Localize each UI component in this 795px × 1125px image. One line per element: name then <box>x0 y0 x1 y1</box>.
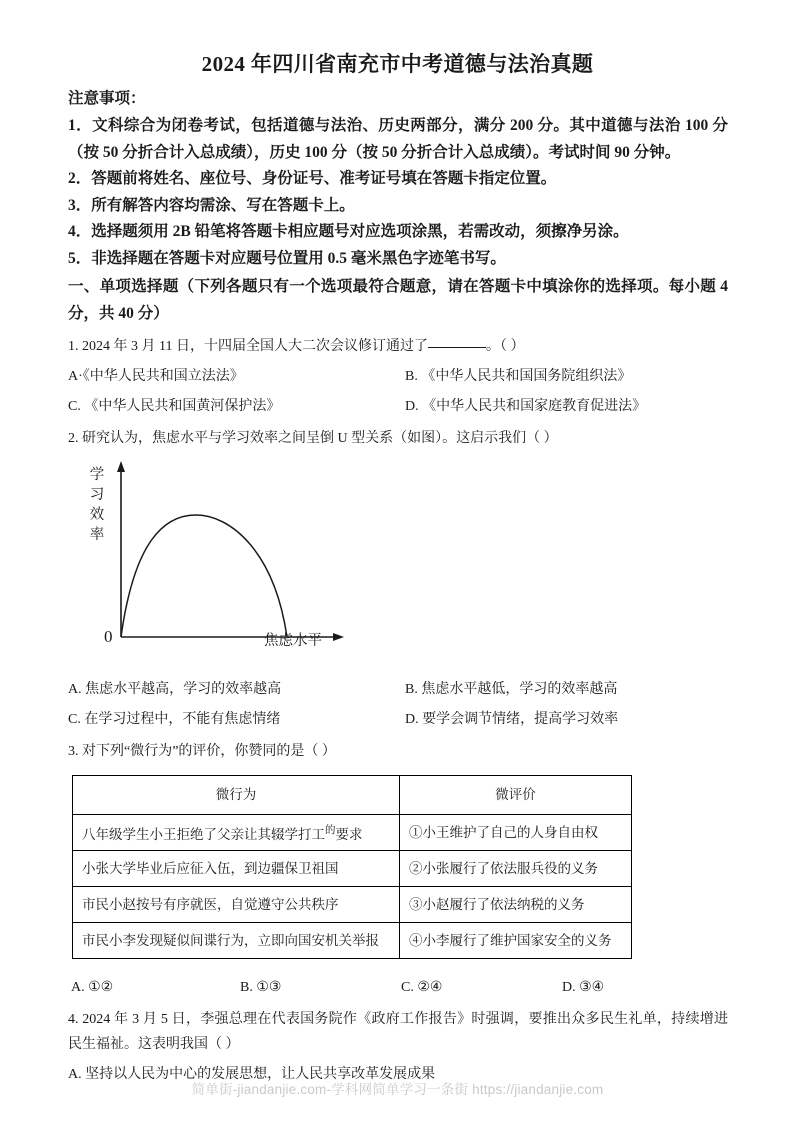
table-cell-comment-2: ②小张履行了依法服兵役的义务 <box>400 851 632 887</box>
document-body <box>68 86 728 1087</box>
question-1-option-b[interactable]: B. 《中华人民共和国国务院组织法》 <box>405 369 632 384</box>
micro-behavior-table <box>72 775 632 959</box>
y-label-char-2: 习 <box>89 487 105 503</box>
page-title: 2024 年四川省南充市中考道德与法治真题 <box>201 52 594 76</box>
y-label-char-3: 效 <box>89 507 105 523</box>
inverted-u-curve-path <box>121 515 287 637</box>
question-1-options-row-2 <box>68 394 728 419</box>
table-header-comment: 微评价 <box>400 776 632 815</box>
table-row <box>73 887 632 923</box>
chart-svg <box>68 457 418 672</box>
question-2-options-row-2 <box>68 707 728 732</box>
fill-in-blank <box>428 347 486 348</box>
x-axis-arrow <box>333 633 344 641</box>
question-4-option-a[interactable]: A. 坚持以人民为中心的发展思想，让人民共享改革发展成果 <box>68 1067 436 1082</box>
chart-origin-label: 0 <box>104 627 113 646</box>
notice-item-2: 2．答题前将姓名、座位号、身份证号、准考证号填在答题卡指定位置。 <box>68 170 557 187</box>
table-cell-comment-1: ①小王维护了自己的人身自由权 <box>400 815 632 851</box>
section-heading-single-choice: 一、单项选择题（下列各题只有一个选项最符合题意，请在答题卡中填涂你的选择项。每小题 4 分，共 40 分） <box>68 278 728 322</box>
table-row <box>73 923 632 959</box>
table-cell-behavior-1 <box>73 815 400 851</box>
inverted-u-curve-chart <box>68 457 728 672</box>
table-header-row <box>73 776 632 815</box>
question-1-stem <box>68 334 728 359</box>
question-1-option-c[interactable]: C. 《中华人民共和国黄河保护法》 <box>68 399 281 414</box>
question-3-options-row <box>68 975 728 1000</box>
question-2-option-b[interactable]: B. 焦虑水平越低，学习的效率越高 <box>405 682 618 697</box>
table-cell-comment-3: ③小赵履行了依法纳税的义务 <box>400 887 632 923</box>
question-1-option-a[interactable]: A·《中华人民共和国立法法》 <box>68 369 244 384</box>
question-1-stem-part1: 1. 2024 年 3 月 11 日，十四届全国人大二次会议修订通过了 <box>68 339 428 354</box>
y-label-char-4: 率 <box>89 527 105 543</box>
table-cell-comment-4: ④小李履行了维护国家安全的义务 <box>400 923 632 959</box>
question-1-options-row-1 <box>68 364 728 389</box>
question-2-option-c[interactable]: C. 在学习过程中，不能有焦虑情绪 <box>68 712 281 727</box>
notice-item-3: 3．所有解答内容均需涂、写在答题卡上。 <box>68 196 355 214</box>
behavior-1-text-end: 要求 <box>335 826 363 842</box>
table-cell-behavior-2: 小张大学毕业后应征入伍，到边疆保卫祖国 <box>73 851 400 887</box>
question-3-option-d[interactable]: D. ③④ <box>562 980 605 995</box>
chart-y-axis-label <box>88 465 106 545</box>
behavior-1-superscript: 的 <box>325 824 336 836</box>
table-row <box>73 851 632 887</box>
y-label-char-1: 学 <box>89 467 105 483</box>
question-4-stem: 4. 2024 年 3 月 5 日，李强总理在代表国务院作《政府工作报告》时强调，要推出众多民生礼单，持续增进民生福祉。这表明我国（ ） <box>68 1012 728 1052</box>
question-1-option-d[interactable]: D. 《中华人民共和国家庭教育促进法》 <box>405 399 647 414</box>
question-2-options-row-1 <box>68 677 728 702</box>
table-header-behavior: 微行为 <box>73 776 400 815</box>
question-1-stem-part2: 。（ ） <box>485 339 525 354</box>
question-3-option-c[interactable]: C. ②④ <box>401 980 443 995</box>
question-2-option-d[interactable]: D. 要学会调节情绪，提高学习效率 <box>405 712 619 727</box>
notice-item-4: 4．选择题须用 2B 铅笔将答题卡相应题号对应选项涂黑，若需改动，须擦净另涂。 <box>68 223 629 240</box>
chart-x-axis-label: 焦虑水平 <box>264 633 322 649</box>
question-2-option-a[interactable]: A. 焦虑水平越高，学习的效率越高 <box>68 682 282 697</box>
question-3-stem: 3. 对下列“微行为”的评价，你赞同的是（ ） <box>68 744 336 759</box>
notice-item-5: 5．非选择题在答题卡对应题号位置用 0.5 毫米黑色字迹笔书写。 <box>68 249 506 267</box>
notice-heading: 注意事项： <box>68 90 146 107</box>
question-3-option-b[interactable]: B. ①③ <box>240 980 282 995</box>
table-row <box>73 815 632 851</box>
footer-watermark: 简单街-jiandanjie.com-学科网简单学习一条街 https://jiandanjie.com <box>191 1082 604 1097</box>
notice-item-1: 1．文科综合为闭卷考试，包括道德与法治、历史两部分，满分 200 分。其中道德与法治 100 分（按 50 分折合计入总成绩），历史 100 分（按 50 分折合计入总成绩）。考试时间 90 分钟。 <box>68 117 728 161</box>
table-cell-behavior-3: 市民小赵按号有序就医，自觉遵守公共秩序 <box>73 887 400 923</box>
question-2-stem: 2. 研究认为，焦虑水平与学习效率之间呈倒 U 型关系（如图）。这启示我们（ ） <box>68 431 558 446</box>
behavior-1-text: 八年级学生小王拒绝了父亲让其辍学打工 <box>82 826 325 842</box>
y-axis-arrow <box>117 461 125 472</box>
table-cell-behavior-4: 市民小李发现疑似间谍行为，立即向国安机关举报 <box>73 923 400 959</box>
question-3-option-a[interactable]: A. ①② <box>71 980 114 995</box>
